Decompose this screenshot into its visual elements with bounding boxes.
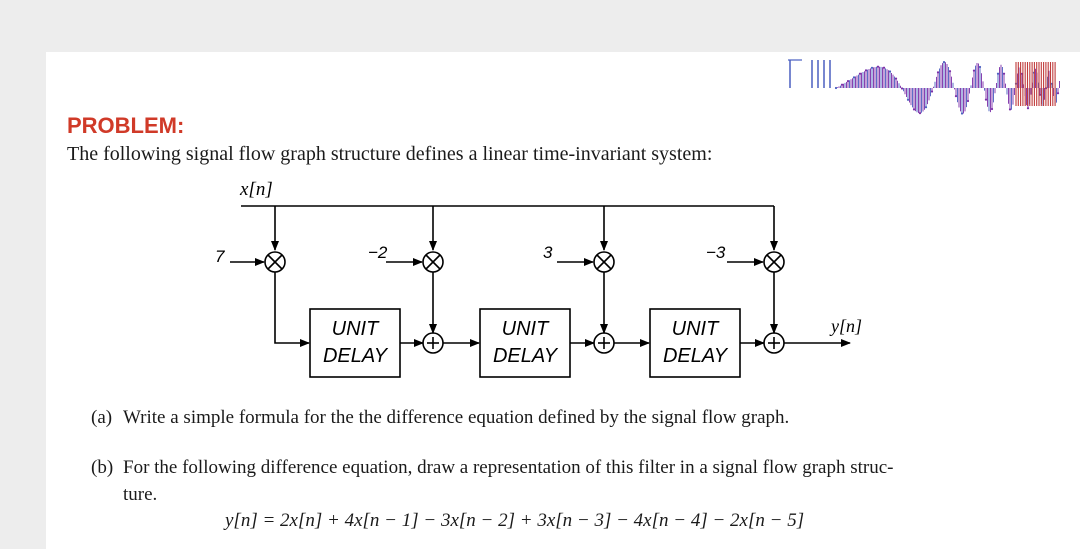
coefficient-2: 3 (543, 243, 553, 262)
multiply-cross-1 (426, 255, 440, 269)
coefficient-3: −3 (706, 243, 726, 262)
input-label: x[n] (240, 179, 273, 200)
first-tap-path (275, 272, 309, 343)
question-a-text: Write a simple formula for the the difference equation defined by the signal flow graph. (123, 407, 790, 428)
plus-sign-3 (768, 337, 780, 349)
output-label: y[n] (831, 316, 862, 336)
question-b-text-line2: ture. (123, 484, 158, 505)
delay-label-2-line1: UNIT (501, 318, 549, 340)
multiply-cross-2 (597, 255, 611, 269)
coefficient-0: 7 (215, 247, 225, 266)
question-a (91, 407, 789, 429)
plus-sign-1 (427, 337, 439, 349)
delay-label-3-line2: DELAY (662, 345, 728, 367)
intro-text: The following signal flow graph structure defines a linear time-invariant system: (67, 143, 713, 165)
delay-label-1-line2: DELAY (322, 345, 388, 367)
question-b-label: (b) (91, 457, 114, 478)
multiply-cross-0 (268, 255, 282, 269)
delay-label-1-line1: UNIT (331, 318, 379, 340)
difference-equation: y[n] = 2x[n] + 4x[n − 1] − 3x[n − 2] + 3x[n − 3] − 4x[n − 4] − 2x[n − 5] (225, 510, 805, 531)
delay-label-2-line2: DELAY (492, 345, 558, 367)
multiply-cross-3 (767, 255, 781, 269)
question-a-label: (a) (91, 407, 113, 428)
plus-sign-2 (598, 337, 610, 349)
coefficient-1: −2 (368, 243, 388, 262)
question-b (91, 454, 1026, 508)
question-b-text-line1: For the following difference equation, draw a representation of this filter in a signal flow graph struc- (123, 457, 894, 478)
problem-heading: PROBLEM: (67, 113, 185, 138)
delay-label-3-line1: UNIT (671, 318, 719, 340)
